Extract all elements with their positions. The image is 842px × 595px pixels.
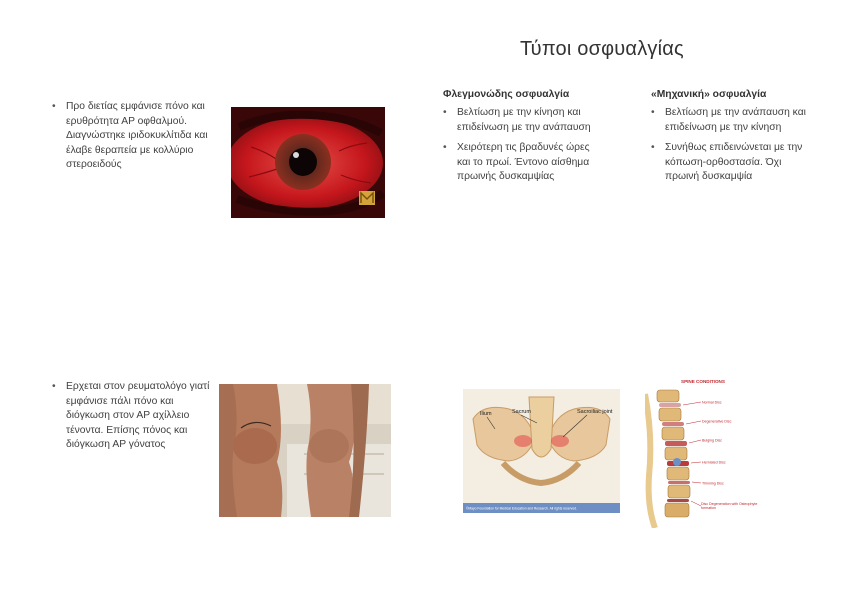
si-joint-label: Sacroiliac joint (577, 409, 613, 415)
case1-bullets (52, 100, 212, 179)
spine-label-thinning: Thinning Disc (702, 481, 724, 486)
spine-label-herniated: Herniated Disc (702, 460, 726, 465)
spine-title: SPINE CONDITIONS (681, 379, 725, 384)
mechanical-item: • Βελτίωση με την ανάπαυση και επιδείνωση με την κίνηση (651, 106, 811, 135)
spine-label-degenerative: Degenerative Disc (702, 419, 732, 424)
inflammatory-item: • Χειρότερη τις βραδυνές ώρες και το πρωί. Έντονο αίσθημα πρωινής δυσκαμψίας (443, 141, 603, 185)
mechanical-heading: «Μηχανική» οσφυαλγία (651, 89, 767, 100)
pelvis-copyright: ©Mayo Foundation for Medical Education and Research. All rights reserved. (466, 506, 577, 511)
inflammatory-item: • Βελτίωση με την κίνηση και επιδείνωση με την ανάπαυση (443, 106, 603, 135)
ilium-label: Ilium (480, 411, 492, 417)
knees-photo (219, 384, 391, 517)
case1-text: • Προ διετίας εμφάνισε πόνο και ερυθρότητα ΑΡ οφθαλμού. Διαγνώστηκε ιριδοκυκλίτιδα και έλαβε θεραπεία με κολλύριο στεροειδούς (52, 100, 212, 173)
pelvis-illustration (463, 389, 620, 513)
case2-bullets (52, 380, 210, 459)
mechanical-list (651, 106, 811, 191)
inflammatory-list (443, 106, 603, 191)
inflammatory-heading: Φλεγμονώδης οσφυαλγία (443, 89, 570, 100)
spine-label-osteophyte: Disc Degeneration with Osteophyte formation (701, 502, 758, 511)
spine-label-normal: Normal Disc (702, 400, 722, 405)
spine-label-bulging: Bulging Disc (702, 438, 722, 443)
page-title: Τύποι οσφυαλγίας (520, 38, 684, 60)
eye-photo (231, 107, 385, 218)
mechanical-item: • Συνήθως επιδεινώνεται με την κόπωση-ορθοστασία. Όχι πρωινή δυσκαμψία (651, 141, 811, 185)
case2-text: • Ερχεται στον ρευματολόγο γιατί εμφάνισε πάλι πόνο και διόγκωση στον ΑΡ αχίλλειο τένοντα. Επίσης πόνος και διόγκωση ΑΡ γόνατος (52, 380, 210, 453)
spine-illustration (645, 376, 763, 528)
sacrum-label: Sacrum (512, 409, 531, 415)
